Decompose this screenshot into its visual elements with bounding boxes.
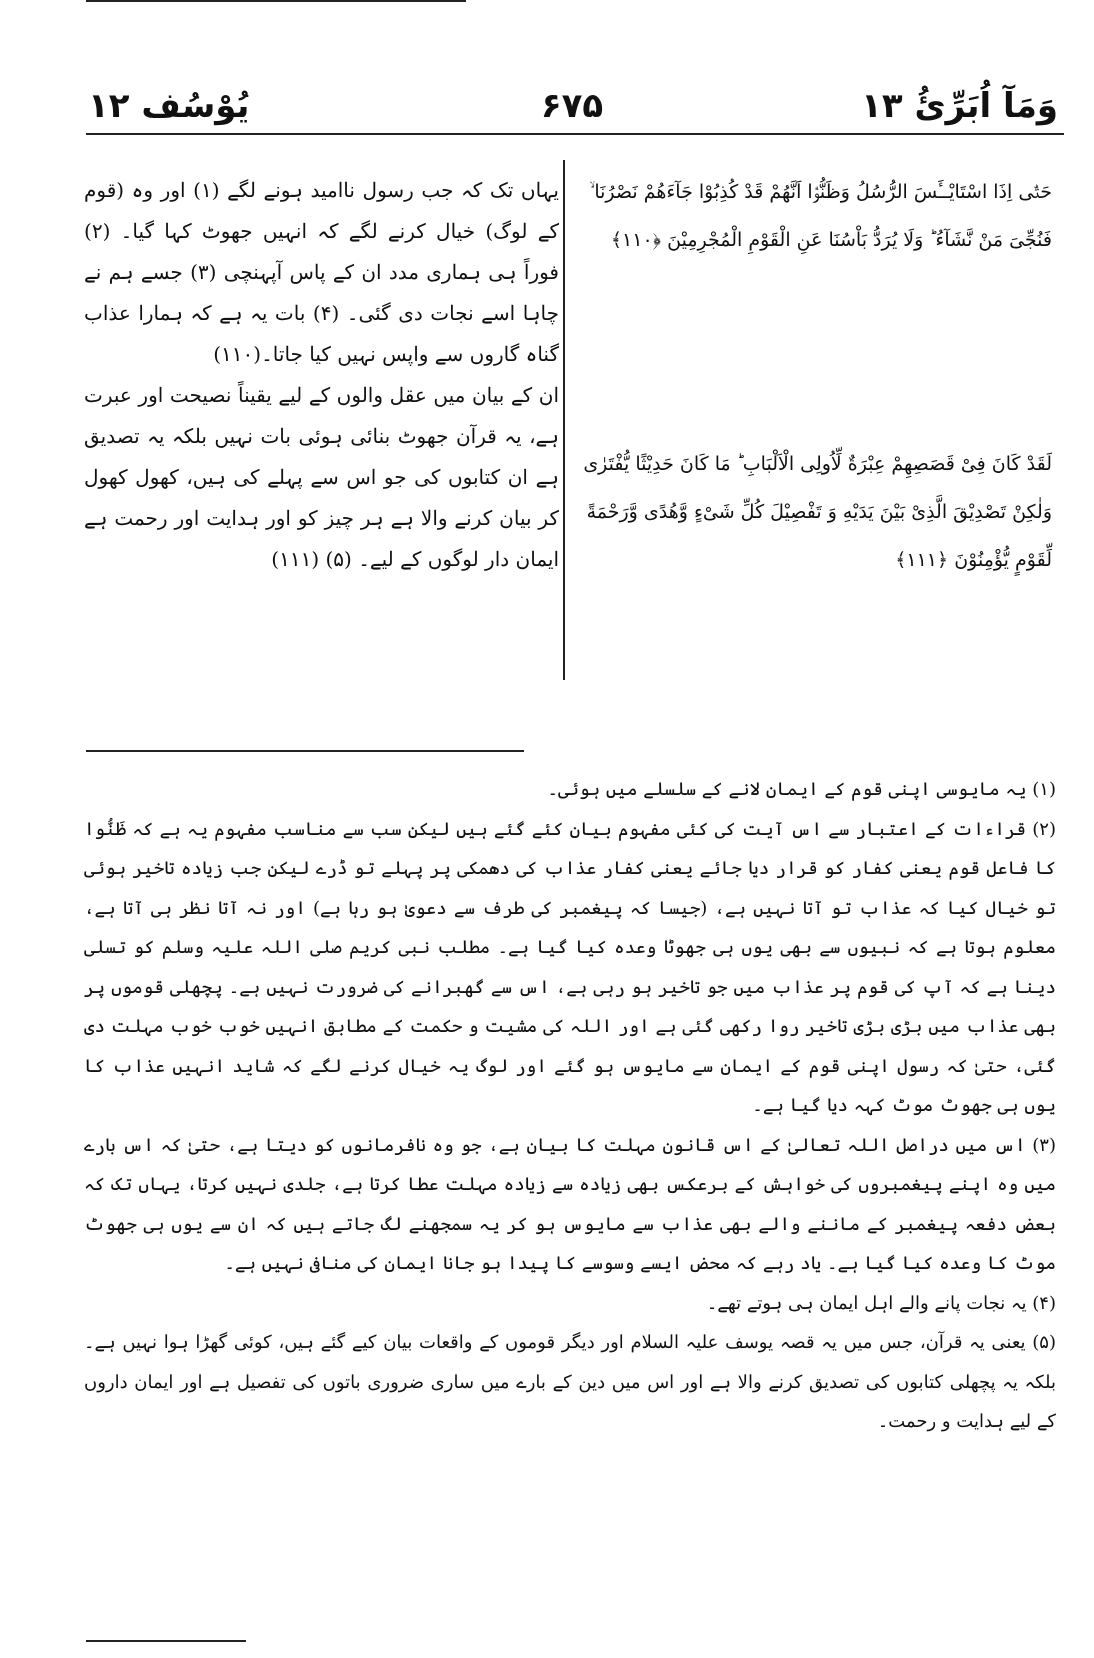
arabic-verse-110: حَتّٰۤى اِذَا اسْتَايْــَٔسَ الرُّسُلُ وَظَنُّوْۤا اَنَّهُمْ قَدْ كُذِبُوْا جَآءَهُمْ نَصْرُنَا ۙ فَنُجِّیَ مَنْ نَّشَآءُ ؕ وَلَا يُرَدُّ بَاْسُنَا عَنِ الْقَوْمِ الْمُجْرِمِيْنَ ﴿۱۱۰﴾ bbox=[589, 181, 1052, 251]
bottom-edge-rule bbox=[86, 1640, 246, 1642]
footnote-4: (۴) یہ نجات پانے والے اہل ایمان ہی ہوتے تھے۔ bbox=[706, 1292, 1056, 1314]
footnote-2: (۲) قراءات کے اعتبار سے اس آیت کی کئی مفہوم بیان کئے گئے ہیں لیکن سب سے مناسب مفہوم یہ ہے کہ ظَنُّوا کا فاعل قوم یعنی کفار کو قرار دیا جائے یعنی کفار عذاب کی دھمکی پر پہلے تو ڈرے لیکن جب زیادہ تاخیر ہوئی تو خیال کیا کہ عذاب تو آتا نہیں ہے، (جیسا کہ پیغمبر کی طرف سے دعویٰ ہو رہا ہے) اور نہ آتا نظر ہی آتا ہے، معلوم ہوتا ہے کہ نبیوں سے بھی یوں ہی جھوٹا وعدہ کیا گیا ہے۔ مطلب نبی کریم صلی اللہ علیہ وسلم کو تسلی دینا ہے کہ آپ کی قوم پر عذاب میں جو تاخیر ہو رہی ہے، اس سے گھبرانے کی ضرورت نہیں ہے۔ پچھلی قوموں پر بھی عذاب میں بڑی بڑی تاخیر روا رکھی گئی ہے اور اللہ کی مشیت و حکمت کے مطابق انہیں خوب خوب مہلت دی گئی، حتیٰ کہ رسول اپنی قوم کے ایمان سے مایوس ہو گئے اور لوگ یہ خیال کرنے لگے کہ شاید انہیں عذاب کا یوں ہی جھوٹ موٹ کہہ دیا گیا ہے۔ bbox=[84, 818, 1056, 1116]
top-edge-rule bbox=[86, 0, 466, 2]
juz-title: وَمَآ اُبَرِّئُ ۱۳ bbox=[861, 86, 1058, 126]
surah-title: یُوْسُف ۱۲ bbox=[88, 86, 250, 126]
footnote-1: (۱) یہ مایوسی اپنی قوم کے ایمان لانے کے سلسلے میں ہوئی۔ bbox=[547, 779, 1056, 800]
translation-verse-111: ان کے بیان میں عقل والوں کے لیے یقیناً نصیحت اور عبرت ہے، یہ قرآن جھوٹ بنائی ہوئی بات نہیں بلکہ یہ تصدیق ہے ان کتابوں کی جو اس سے پہلے کی ہیں، کھول کھول کر بیان کرنے والا ہے ہر چیز کو اور ہدایت اور رحمت ہے ایمان دار لوگوں کے لیے۔ (۵) (۱۱۱) bbox=[84, 383, 559, 571]
footnotes-section bbox=[84, 770, 1056, 1442]
header-rule bbox=[86, 133, 1064, 135]
footnote-separator bbox=[86, 750, 524, 752]
footnote-3: (۳) اس میں دراصل اللہ تعالیٰ کے اس قانون مہلت کا بیان ہے، جو وہ نافرمانوں کو دیتا ہے، حتیٰ کہ اس بارے میں وہ اپنے پیغمبروں کی خواہش کے برعکس بھی زیادہ سے زیادہ مہلت عطا کرتا ہے، جلدی نہیں کرتا، یہاں تک کہ بعض دفعہ پیغمبر کے ماننے والے بھی عذاب سے مایوس ہو کر یہ سمجھنے لگ جاتے ہیں کہ ان سے یوں ہی جھوٹ موٹ کا وعدہ کیا گیا ہے۔ یاد رہے کہ محض ایسے وسوسے کا پیدا ہو جانا ایمان کی منافی نہیں ہے۔ bbox=[84, 1134, 1056, 1274]
arabic-verse-111: لَقَدْ كَانَ فِیْ قَصَصِهِمْ عِبْرَةٌ لِّاُولِی الْاَلْبَابِ ؕ مَا كَانَ حَدِيْثًا يُّفْتَرٰى وَلٰكِنْ تَصْدِيْقَ الَّذِیْ بَيْنَ يَدَيْهِ وَ تَفْصِيْلَ كُلِّ شَیْءٍ وَّهُدًى وَّرَحْمَةً لِّقَوْمٍ يُّؤْمِنُوْنَ ﴿۱۱۱﴾ bbox=[583, 453, 1052, 571]
column-divider bbox=[563, 160, 565, 680]
page-number: ۶۷۵ bbox=[540, 86, 604, 126]
page-header bbox=[80, 82, 1064, 130]
translation-verse-110: یہاں تک کہ جب رسول ناامید ہونے لگے (۱) اور وہ (قوم کے لوگ) خیال کرنے لگے کہ انہیں جھوٹ کہا گیا۔ (۲) فوراً ہی ہماری مدد ان کے پاس آپہنچی (۳) جسے ہم نے چاہا اسے نجات دی گئی۔ (۴) بات یہ ہے کہ ہمارا عذاب گناہ گاروں سے واپس نہیں کیا جاتا۔(۱۱۰) bbox=[84, 178, 560, 366]
urdu-translation-column bbox=[84, 170, 559, 580]
footnote-5: (۵) یعنی یہ قرآن، جس میں یہ قصہ یوسف علیہ السلام اور دیگر قوموں کے واقعات بیان کیے گئے ہیں، کوئی گھڑا ہوا نہیں ہے۔ بلکہ یہ پچھلی کتابوں کی تصدیق کرنے والا ہے اور اس میں دین کے بارے میں ساری ضروری باتوں کی تفصیل ہے اور ایمان داروں کے لیے ہدایت و رحمت۔ bbox=[84, 1332, 1056, 1432]
